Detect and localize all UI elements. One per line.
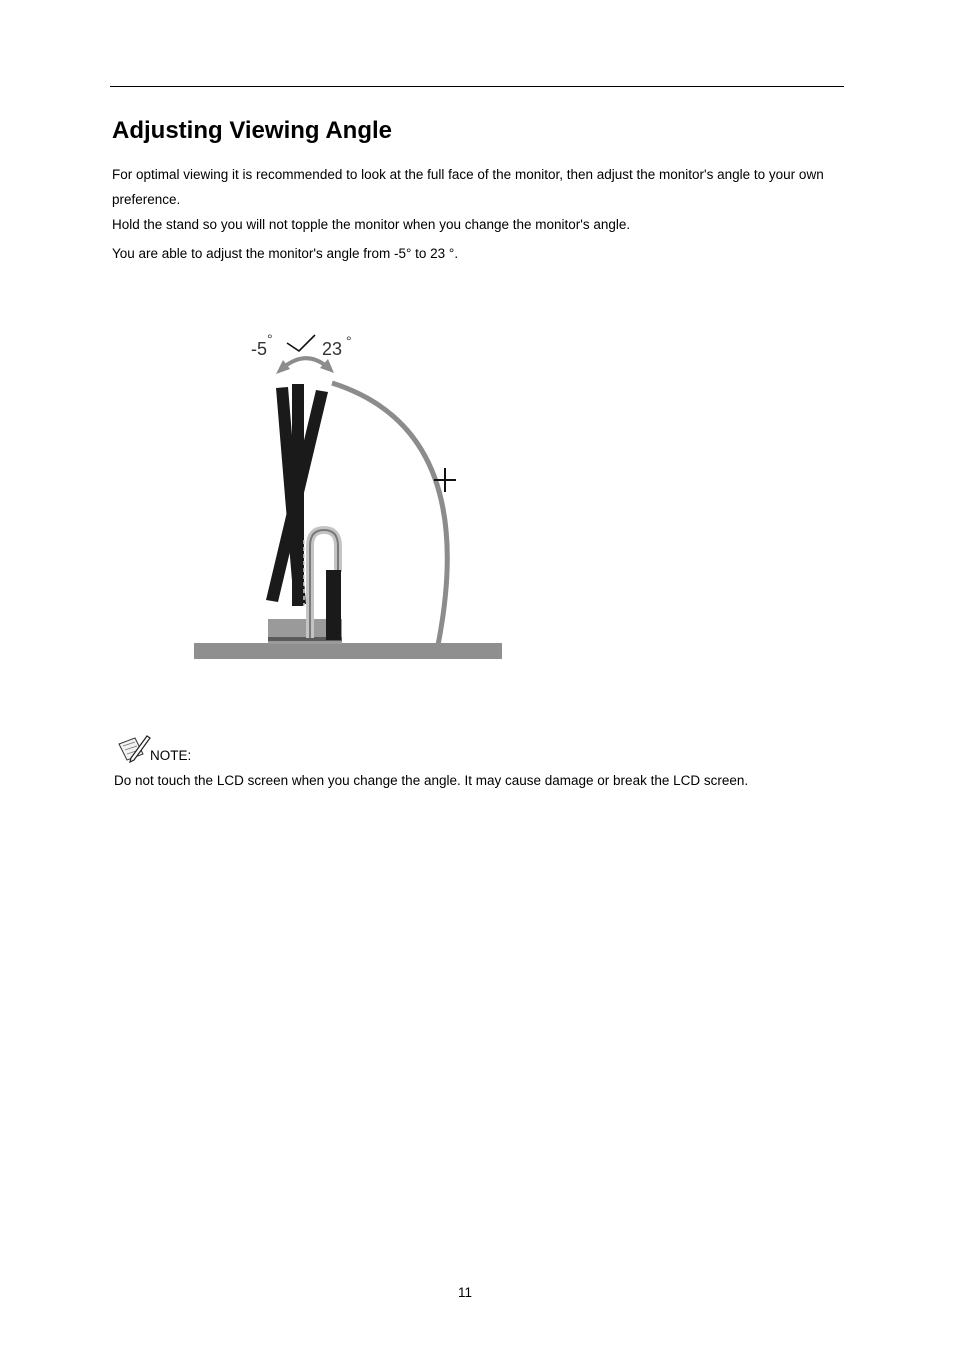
stand-hinge: [326, 570, 341, 640]
note-pencil-icon: [117, 734, 151, 764]
header-rule: [110, 86, 844, 87]
note-text: Do not touch the LCD screen when you change the angle. It may cause damage or break the LCD screen.: [114, 773, 749, 788]
table-surface: [194, 643, 502, 659]
page-title: Adjusting Viewing Angle: [112, 117, 393, 144]
min-angle-degree: °: [267, 331, 273, 347]
paragraph-hold-stand: Hold the stand so you will not topple the monitor when you change the monitor's angle.: [112, 217, 631, 232]
note-label: NOTE:: [150, 748, 192, 763]
double-arrow-icon: [276, 358, 334, 374]
min-angle-label: -5: [251, 339, 268, 359]
max-angle-label: 23: [322, 339, 343, 359]
tilt-angle-figure: [180, 320, 520, 670]
max-angle-degree: °: [346, 333, 352, 349]
check-mark-icon: [287, 335, 315, 351]
page-number: 11: [457, 1285, 472, 1300]
paragraph-optimal-viewing: For optimal viewing it is recommended to look at the full face of the monitor, then adjust the monitor's angle to your own preference.: [112, 167, 824, 207]
tilt-arc: [332, 383, 447, 645]
paragraph-angle-range: You are able to adjust the monitor's angle from -5° to 23 °.: [112, 246, 459, 261]
